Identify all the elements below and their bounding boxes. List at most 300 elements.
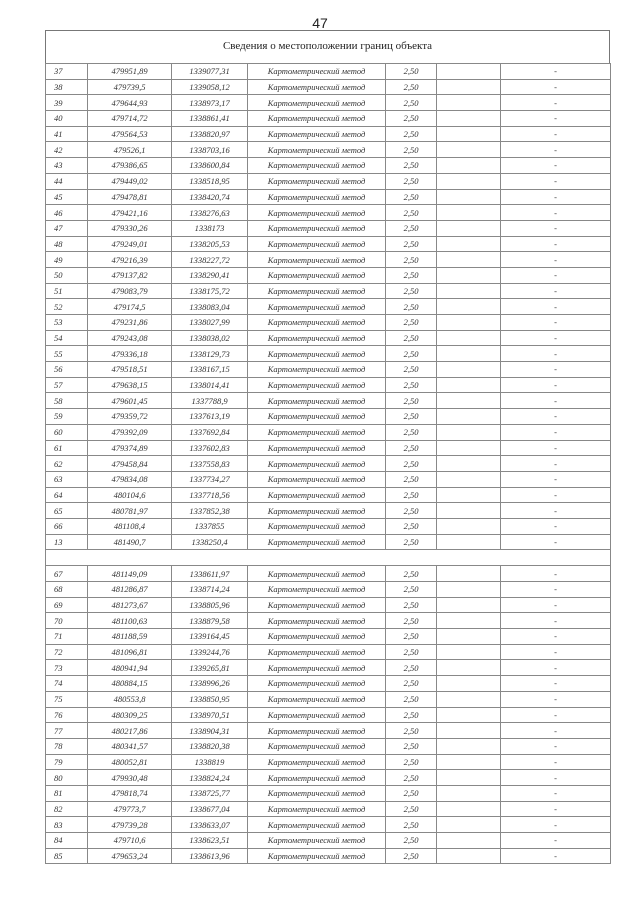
method: Картометрический метод	[248, 660, 386, 676]
x-coordinate: 479564,53	[88, 126, 172, 142]
dash-cell: -	[501, 95, 611, 111]
y-coordinate: 1338276,63	[172, 205, 248, 221]
accuracy: 2,50	[386, 801, 437, 817]
table-row	[46, 833, 611, 849]
point-number: 63	[46, 471, 88, 487]
table-row	[46, 126, 611, 142]
section-separator-row	[46, 550, 611, 566]
y-coordinate: 1338173	[172, 220, 248, 236]
separator-cell	[46, 550, 611, 566]
method: Картометрический метод	[248, 440, 386, 456]
dash-cell: -	[501, 64, 611, 80]
x-coordinate: 481100,63	[88, 613, 172, 629]
x-coordinate: 481286,87	[88, 582, 172, 598]
empty-cell	[437, 362, 501, 378]
method: Картометрический метод	[248, 833, 386, 849]
y-coordinate: 1338623,51	[172, 833, 248, 849]
point-number: 64	[46, 487, 88, 503]
accuracy: 2,50	[386, 503, 437, 519]
accuracy: 2,50	[386, 362, 437, 378]
dash-cell: -	[501, 220, 611, 236]
empty-cell	[437, 723, 501, 739]
empty-cell	[437, 299, 501, 315]
table-row	[46, 613, 611, 629]
empty-cell	[437, 267, 501, 283]
point-number: 81	[46, 785, 88, 801]
point-number: 73	[46, 660, 88, 676]
empty-cell	[437, 848, 501, 864]
point-number: 65	[46, 503, 88, 519]
dash-cell: -	[501, 613, 611, 629]
accuracy: 2,50	[386, 252, 437, 268]
method: Картометрический метод	[248, 471, 386, 487]
x-coordinate: 481108,4	[88, 518, 172, 534]
dash-cell: -	[501, 707, 611, 723]
dash-cell: -	[501, 597, 611, 613]
y-coordinate: 1338167,15	[172, 362, 248, 378]
dash-cell: -	[501, 409, 611, 425]
y-coordinate: 1338613,96	[172, 848, 248, 864]
dash-cell: -	[501, 582, 611, 598]
accuracy: 2,50	[386, 848, 437, 864]
point-number: 57	[46, 377, 88, 393]
method: Картометрический метод	[248, 456, 386, 472]
method: Картометрический метод	[248, 142, 386, 158]
coordinates-table	[45, 63, 611, 864]
table-row	[46, 111, 611, 127]
empty-cell	[437, 283, 501, 299]
table-row	[46, 267, 611, 283]
empty-cell	[437, 173, 501, 189]
empty-cell	[437, 205, 501, 221]
method: Картометрический метод	[248, 189, 386, 205]
point-number: 66	[46, 518, 88, 534]
method: Картометрический метод	[248, 330, 386, 346]
x-coordinate: 480104,6	[88, 487, 172, 503]
table-row	[46, 518, 611, 534]
x-coordinate: 479330,26	[88, 220, 172, 236]
table-row	[46, 95, 611, 111]
y-coordinate: 1338861,41	[172, 111, 248, 127]
empty-cell	[437, 79, 501, 95]
empty-cell	[437, 566, 501, 582]
table-row	[46, 205, 611, 221]
table-row	[46, 534, 611, 550]
empty-cell	[437, 189, 501, 205]
table-row	[46, 785, 611, 801]
method: Картометрический метод	[248, 315, 386, 331]
table-row	[46, 754, 611, 770]
y-coordinate: 1338518,95	[172, 173, 248, 189]
x-coordinate: 479386,65	[88, 158, 172, 174]
accuracy: 2,50	[386, 582, 437, 598]
dash-cell: -	[501, 424, 611, 440]
table-row	[46, 487, 611, 503]
dash-cell: -	[501, 205, 611, 221]
empty-cell	[437, 252, 501, 268]
point-number: 68	[46, 582, 88, 598]
y-coordinate: 1337613,19	[172, 409, 248, 425]
point-number: 56	[46, 362, 88, 378]
point-number: 38	[46, 79, 88, 95]
accuracy: 2,50	[386, 346, 437, 362]
x-coordinate: 479951,89	[88, 64, 172, 80]
x-coordinate: 480217,86	[88, 723, 172, 739]
table-row	[46, 629, 611, 645]
table-title: Сведения о местоположении границ объекта	[222, 40, 433, 52]
dash-cell: -	[501, 817, 611, 833]
x-coordinate: 481490,7	[88, 534, 172, 550]
table-row	[46, 362, 611, 378]
table-row	[46, 252, 611, 268]
table-row	[46, 236, 611, 252]
dash-cell: -	[501, 833, 611, 849]
empty-cell	[437, 393, 501, 409]
method: Картометрический метод	[248, 158, 386, 174]
x-coordinate: 480781,97	[88, 503, 172, 519]
table-row	[46, 644, 611, 660]
y-coordinate: 1338038,02	[172, 330, 248, 346]
y-coordinate: 1339077,31	[172, 64, 248, 80]
x-coordinate: 481188,59	[88, 629, 172, 645]
empty-cell	[437, 582, 501, 598]
point-number: 76	[46, 707, 88, 723]
point-number: 49	[46, 252, 88, 268]
empty-cell	[437, 738, 501, 754]
dash-cell: -	[501, 142, 611, 158]
y-coordinate: 1338083,04	[172, 299, 248, 315]
accuracy: 2,50	[386, 95, 437, 111]
point-number: 85	[46, 848, 88, 864]
x-coordinate: 480309,25	[88, 707, 172, 723]
x-coordinate: 479478,81	[88, 189, 172, 205]
table-row	[46, 409, 611, 425]
accuracy: 2,50	[386, 754, 437, 770]
y-coordinate: 1337855	[172, 518, 248, 534]
method: Картометрический метод	[248, 738, 386, 754]
x-coordinate: 479601,45	[88, 393, 172, 409]
y-coordinate: 1338820,38	[172, 738, 248, 754]
method: Картометрический метод	[248, 79, 386, 95]
empty-cell	[437, 330, 501, 346]
dash-cell: -	[501, 393, 611, 409]
table-row	[46, 566, 611, 582]
table-row	[46, 456, 611, 472]
y-coordinate: 1338725,77	[172, 785, 248, 801]
dash-cell: -	[501, 79, 611, 95]
table-row	[46, 440, 611, 456]
point-number: 77	[46, 723, 88, 739]
point-number: 52	[46, 299, 88, 315]
y-coordinate: 1339164,45	[172, 629, 248, 645]
y-coordinate: 1338175,72	[172, 283, 248, 299]
empty-cell	[437, 126, 501, 142]
point-number: 54	[46, 330, 88, 346]
dash-cell: -	[501, 785, 611, 801]
empty-cell	[437, 220, 501, 236]
empty-cell	[437, 315, 501, 331]
empty-cell	[437, 644, 501, 660]
point-number: 83	[46, 817, 88, 833]
method: Картометрический метод	[248, 754, 386, 770]
point-number: 80	[46, 770, 88, 786]
empty-cell	[437, 456, 501, 472]
dash-cell: -	[501, 754, 611, 770]
empty-cell	[437, 236, 501, 252]
empty-cell	[437, 142, 501, 158]
method: Картометрический метод	[248, 64, 386, 80]
accuracy: 2,50	[386, 456, 437, 472]
x-coordinate: 479374,89	[88, 440, 172, 456]
empty-cell	[437, 158, 501, 174]
method: Картометрический метод	[248, 613, 386, 629]
x-coordinate: 479137,82	[88, 267, 172, 283]
point-number: 48	[46, 236, 88, 252]
y-coordinate: 1338819	[172, 754, 248, 770]
point-number: 82	[46, 801, 88, 817]
accuracy: 2,50	[386, 676, 437, 692]
method: Картометрический метод	[248, 252, 386, 268]
empty-cell	[437, 534, 501, 550]
method: Картометрический метод	[248, 236, 386, 252]
empty-cell	[437, 377, 501, 393]
dash-cell: -	[501, 158, 611, 174]
y-coordinate: 1339265,81	[172, 660, 248, 676]
empty-cell	[437, 346, 501, 362]
empty-cell	[437, 111, 501, 127]
x-coordinate: 479930,48	[88, 770, 172, 786]
table-row	[46, 723, 611, 739]
table-header	[45, 30, 610, 63]
y-coordinate: 1337852,38	[172, 503, 248, 519]
table-row	[46, 283, 611, 299]
accuracy: 2,50	[386, 644, 437, 660]
x-coordinate: 479644,93	[88, 95, 172, 111]
x-coordinate: 479458,84	[88, 456, 172, 472]
accuracy: 2,50	[386, 236, 437, 252]
table-row	[46, 691, 611, 707]
empty-cell	[437, 833, 501, 849]
y-coordinate: 1338227,72	[172, 252, 248, 268]
dash-cell: -	[501, 330, 611, 346]
x-coordinate: 479359,72	[88, 409, 172, 425]
dash-cell: -	[501, 770, 611, 786]
accuracy: 2,50	[386, 440, 437, 456]
method: Картометрический метод	[248, 534, 386, 550]
point-number: 61	[46, 440, 88, 456]
empty-cell	[437, 64, 501, 80]
x-coordinate: 480941,94	[88, 660, 172, 676]
method: Картометрический метод	[248, 362, 386, 378]
y-coordinate: 1338677,04	[172, 801, 248, 817]
table-row	[46, 503, 611, 519]
dash-cell: -	[501, 126, 611, 142]
method: Картометрический метод	[248, 691, 386, 707]
dash-cell: -	[501, 487, 611, 503]
dash-cell: -	[501, 660, 611, 676]
accuracy: 2,50	[386, 377, 437, 393]
y-coordinate: 1338970,51	[172, 707, 248, 723]
dash-cell: -	[501, 362, 611, 378]
point-number: 40	[46, 111, 88, 127]
empty-cell	[437, 424, 501, 440]
point-number: 69	[46, 597, 88, 613]
y-coordinate: 1339058,12	[172, 79, 248, 95]
x-coordinate: 479773,7	[88, 801, 172, 817]
point-number: 67	[46, 566, 88, 582]
accuracy: 2,50	[386, 629, 437, 645]
y-coordinate: 1338879,58	[172, 613, 248, 629]
point-number: 39	[46, 95, 88, 111]
accuracy: 2,50	[386, 173, 437, 189]
accuracy: 2,50	[386, 597, 437, 613]
table-row	[46, 738, 611, 754]
dash-cell: -	[501, 267, 611, 283]
point-number: 50	[46, 267, 88, 283]
table-row	[46, 393, 611, 409]
accuracy: 2,50	[386, 330, 437, 346]
empty-cell	[437, 817, 501, 833]
method: Картометрический метод	[248, 785, 386, 801]
dash-cell: -	[501, 691, 611, 707]
point-number: 51	[46, 283, 88, 299]
y-coordinate: 1338996,26	[172, 676, 248, 692]
y-coordinate: 1337602,83	[172, 440, 248, 456]
dash-cell: -	[501, 440, 611, 456]
method: Картометрический метод	[248, 723, 386, 739]
y-coordinate: 1338205,53	[172, 236, 248, 252]
method: Картометрический метод	[248, 111, 386, 127]
accuracy: 2,50	[386, 409, 437, 425]
point-number: 42	[46, 142, 88, 158]
table-row	[46, 315, 611, 331]
accuracy: 2,50	[386, 566, 437, 582]
method: Картометрический метод	[248, 220, 386, 236]
method: Картометрический метод	[248, 801, 386, 817]
method: Картометрический метод	[248, 848, 386, 864]
method: Картометрический метод	[248, 566, 386, 582]
table-row	[46, 299, 611, 315]
x-coordinate: 479653,24	[88, 848, 172, 864]
empty-cell	[437, 409, 501, 425]
method: Картометрический метод	[248, 518, 386, 534]
accuracy: 2,50	[386, 833, 437, 849]
point-number: 58	[46, 393, 88, 409]
x-coordinate: 479638,15	[88, 377, 172, 393]
accuracy: 2,50	[386, 283, 437, 299]
table-row	[46, 471, 611, 487]
point-number: 84	[46, 833, 88, 849]
accuracy: 2,50	[386, 691, 437, 707]
accuracy: 2,50	[386, 487, 437, 503]
method: Картометрический метод	[248, 582, 386, 598]
dash-cell: -	[501, 738, 611, 754]
coordinates-table-body	[46, 64, 611, 864]
x-coordinate: 479710,6	[88, 833, 172, 849]
empty-cell	[437, 471, 501, 487]
dash-cell: -	[501, 236, 611, 252]
method: Картометрический метод	[248, 267, 386, 283]
empty-cell	[437, 597, 501, 613]
method: Картометрический метод	[248, 205, 386, 221]
y-coordinate: 1337692,84	[172, 424, 248, 440]
method: Картометрический метод	[248, 676, 386, 692]
y-coordinate: 1338290,41	[172, 267, 248, 283]
y-coordinate: 1338027,99	[172, 315, 248, 331]
point-number: 13	[46, 534, 88, 550]
accuracy: 2,50	[386, 707, 437, 723]
x-coordinate: 480341,57	[88, 738, 172, 754]
method: Картометрический метод	[248, 629, 386, 645]
empty-cell	[437, 487, 501, 503]
x-coordinate: 481273,67	[88, 597, 172, 613]
empty-cell	[437, 754, 501, 770]
y-coordinate: 1338703,16	[172, 142, 248, 158]
dash-cell: -	[501, 644, 611, 660]
point-number: 45	[46, 189, 88, 205]
point-number: 79	[46, 754, 88, 770]
accuracy: 2,50	[386, 267, 437, 283]
method: Картометрический метод	[248, 377, 386, 393]
dash-cell: -	[501, 252, 611, 268]
table-row	[46, 142, 611, 158]
accuracy: 2,50	[386, 393, 437, 409]
x-coordinate: 481149,09	[88, 566, 172, 582]
point-number: 55	[46, 346, 88, 362]
dash-cell: -	[501, 503, 611, 519]
accuracy: 2,50	[386, 205, 437, 221]
method: Картометрический метод	[248, 126, 386, 142]
method: Картометрический метод	[248, 299, 386, 315]
dash-cell: -	[501, 189, 611, 205]
y-coordinate: 1338420,74	[172, 189, 248, 205]
y-coordinate: 1338820,97	[172, 126, 248, 142]
document-sheet	[45, 30, 610, 864]
empty-cell	[437, 770, 501, 786]
point-number: 74	[46, 676, 88, 692]
table-row	[46, 330, 611, 346]
dash-cell: -	[501, 723, 611, 739]
dash-cell: -	[501, 299, 611, 315]
x-coordinate: 480553,8	[88, 691, 172, 707]
point-number: 41	[46, 126, 88, 142]
dash-cell: -	[501, 346, 611, 362]
table-row	[46, 346, 611, 362]
x-coordinate: 479739,28	[88, 817, 172, 833]
table-row	[46, 64, 611, 80]
y-coordinate: 1337788,9	[172, 393, 248, 409]
dash-cell: -	[501, 676, 611, 692]
table-row	[46, 660, 611, 676]
table-row	[46, 220, 611, 236]
x-coordinate: 479243,08	[88, 330, 172, 346]
method: Картометрический метод	[248, 424, 386, 440]
y-coordinate: 1337734,27	[172, 471, 248, 487]
x-coordinate: 479174,5	[88, 299, 172, 315]
point-number: 53	[46, 315, 88, 331]
x-coordinate: 479739,5	[88, 79, 172, 95]
dash-cell: -	[501, 518, 611, 534]
x-coordinate: 479818,74	[88, 785, 172, 801]
accuracy: 2,50	[386, 738, 437, 754]
table-row	[46, 377, 611, 393]
empty-cell	[437, 676, 501, 692]
point-number: 44	[46, 173, 88, 189]
dash-cell: -	[501, 173, 611, 189]
y-coordinate: 1338611,97	[172, 566, 248, 582]
point-number: 37	[46, 64, 88, 80]
table-row	[46, 597, 611, 613]
